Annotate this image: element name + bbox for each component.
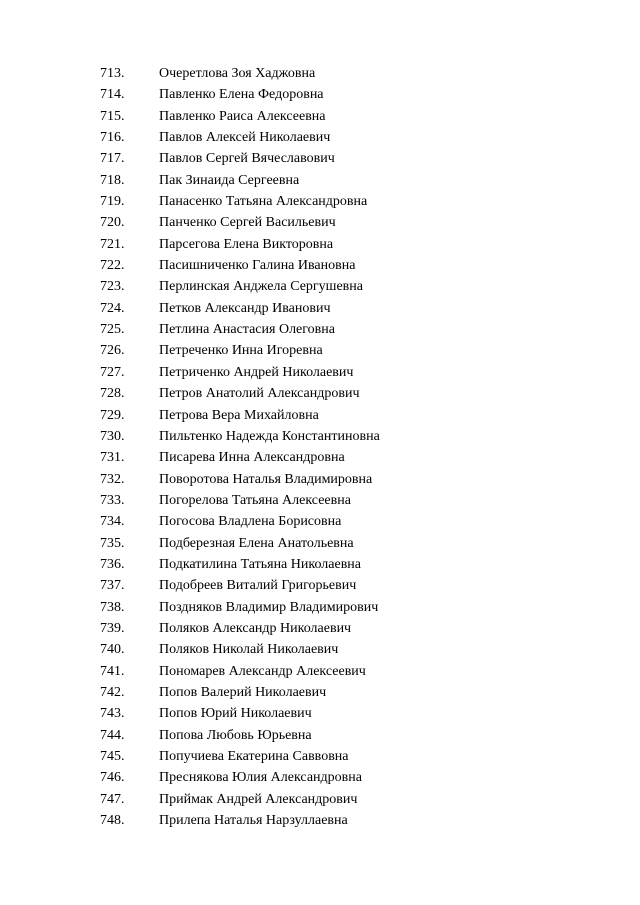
item-number: 745. (100, 749, 125, 764)
item-number: 731. (100, 450, 125, 466)
item-number: 742. (100, 684, 125, 700)
list-item (0, 127, 640, 148)
item-number: 723. (100, 279, 125, 295)
item-number: 746. (100, 770, 125, 786)
item-number: 739. (100, 620, 125, 636)
list-item (0, 234, 640, 255)
item-number: 737. (100, 578, 125, 594)
item-name: Преснякова Юлия Александровна (159, 770, 362, 786)
list-item (0, 255, 640, 276)
item-name: Попов Юрий Николаевич (159, 706, 312, 722)
item-number: 726. (100, 343, 125, 359)
list-item (0, 148, 640, 169)
item-name: Петков Александр Иванович (159, 300, 331, 316)
item-number: 724. (100, 300, 125, 316)
list-item (0, 767, 640, 788)
item-name: Павлов Алексей Николаевич (159, 130, 331, 146)
item-name: Павленко Елена Федоровна (159, 87, 324, 103)
list-item (0, 810, 640, 831)
item-number: 729. (100, 407, 125, 423)
item-name: Панасенко Татьяна Александровна (159, 194, 368, 210)
item-number: 744. (100, 727, 125, 743)
item-name: Попучиева Екатерина Саввовна (159, 749, 349, 764)
list-item (0, 618, 640, 639)
item-name: Попов Валерий Николаевич (159, 684, 327, 700)
item-number: 715. (100, 108, 125, 124)
item-name: Очеретлова Зоя Хаджовна (159, 66, 316, 81)
item-number: 740. (100, 642, 125, 658)
item-number: 747. (100, 791, 125, 807)
item-name: Перлинская Анджела Сергушевна (159, 279, 363, 295)
item-number: 741. (100, 663, 125, 679)
item-name: Петров Анатолий Александрович (159, 386, 360, 402)
list-item (0, 84, 640, 105)
item-number: 720. (100, 215, 125, 231)
item-number: 717. (100, 151, 125, 167)
item-name: Подобреев Виталий Григорьевич (159, 578, 357, 594)
item-name: Поворотова Наталья Владимировна (159, 471, 373, 487)
list-item (0, 106, 640, 127)
item-number: 714. (100, 87, 125, 103)
item-name: Подберезная Елена Анатольевна (159, 535, 354, 551)
item-name: Петреченко Инна Игоревна (159, 343, 323, 359)
list-item (0, 447, 640, 468)
item-number: 727. (100, 364, 125, 380)
item-name: Погорелова Татьяна Алексеевна (159, 492, 351, 508)
item-number: 738. (100, 599, 125, 615)
item-name: Приймак Андрей Александрович (159, 791, 358, 807)
list-item (0, 511, 640, 532)
item-number: 716. (100, 130, 125, 146)
item-number: 748. (100, 813, 125, 829)
item-name: Петриченко Андрей Николаевич (159, 364, 354, 380)
list-item (0, 212, 640, 233)
item-name: Поздняков Владимир Владимирович (159, 599, 379, 615)
item-name: Попова Любовь Юрьевна (159, 727, 312, 743)
item-name: Петлина Анастасия Олеговна (159, 322, 335, 338)
list-item (0, 533, 640, 554)
list-item (0, 405, 640, 426)
item-name: Пономарев Александр Алексеевич (159, 663, 366, 679)
list-item (0, 191, 640, 212)
item-name: Поляков Николай Николаевич (159, 642, 339, 658)
item-number: 721. (100, 236, 125, 252)
list-item (0, 276, 640, 297)
list-item (0, 469, 640, 490)
list-item (0, 682, 640, 703)
list-item (0, 575, 640, 596)
item-number: 736. (100, 556, 125, 572)
item-number: 735. (100, 535, 125, 551)
item-name: Пак Зинаида Сергеевна (159, 172, 300, 188)
numbered-name-list (0, 63, 640, 831)
item-name: Петрова Вера Михайловна (159, 407, 319, 423)
item-name: Поляков Александр Николаевич (159, 620, 352, 636)
item-number: 713. (100, 66, 125, 81)
item-name: Панченко Сергей Васильевич (159, 215, 336, 231)
list-item (0, 63, 640, 84)
item-number: 722. (100, 258, 125, 274)
item-number: 733. (100, 492, 125, 508)
item-number: 718. (100, 172, 125, 188)
list-item (0, 597, 640, 618)
list-item (0, 639, 640, 660)
item-number: 743. (100, 706, 125, 722)
list-item (0, 298, 640, 319)
item-name: Парсегова Елена Викторовна (159, 236, 334, 252)
item-number: 725. (100, 322, 125, 338)
list-item (0, 554, 640, 575)
item-name: Пильтенко Надежда Константиновна (159, 428, 380, 444)
item-name: Пасишниченко Галина Ивановна (159, 258, 356, 274)
list-item (0, 362, 640, 383)
list-item (0, 340, 640, 361)
list-item (0, 789, 640, 810)
list-item (0, 661, 640, 682)
list-item (0, 703, 640, 724)
item-name: Подкатилина Татьяна Николаевна (159, 556, 362, 572)
item-number: 719. (100, 194, 125, 210)
list-item (0, 725, 640, 746)
item-name: Писарева Инна Александровна (159, 450, 345, 466)
list-item (0, 383, 640, 404)
item-name: Погосова Владлена Борисовна (159, 514, 342, 530)
item-name: Павленко Раиса Алексеевна (159, 108, 326, 124)
list-item (0, 426, 640, 447)
list-item (0, 746, 640, 767)
item-name: Павлов Сергей Вячеславович (159, 151, 335, 167)
list-item (0, 170, 640, 191)
item-number: 728. (100, 386, 125, 402)
list-item (0, 319, 640, 340)
list-item (0, 490, 640, 511)
item-number: 734. (100, 514, 125, 530)
item-number: 732. (100, 471, 125, 487)
item-number: 730. (100, 428, 125, 444)
item-name: Прилепа Наталья Нарзуллаевна (159, 813, 348, 829)
